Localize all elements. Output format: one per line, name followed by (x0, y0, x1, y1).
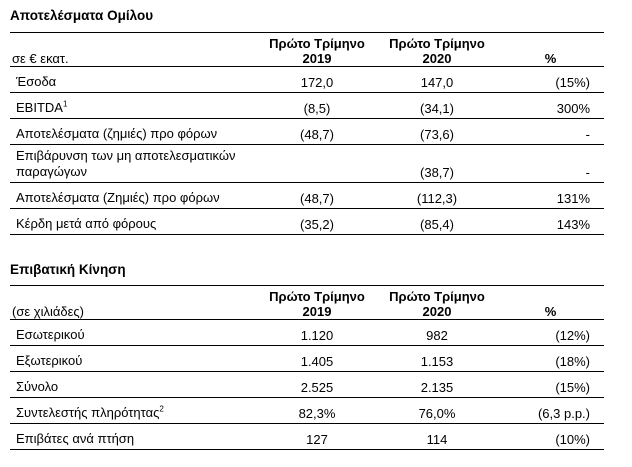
row-label: Αποτελέσματα (Ζημιές) προ φόρων (10, 183, 257, 209)
table-row (10, 372, 604, 398)
value-2019 (257, 145, 377, 183)
value-percent: (15%) (497, 372, 604, 398)
table-row (10, 320, 604, 346)
row-label: Εξωτερικού (10, 346, 257, 372)
value-percent: (10%) (497, 424, 604, 450)
value-percent: 143% (497, 209, 604, 235)
row-label: Επιβάτες ανά πτήση (10, 424, 257, 450)
value-2020: 2.135 (377, 372, 497, 398)
row-label: Εσωτερικού (10, 320, 257, 346)
table-row (10, 346, 604, 372)
value-2020: (112,3) (377, 183, 497, 209)
value-2019: 82,3% (257, 398, 377, 424)
value-2019: 1.405 (257, 346, 377, 372)
value-2020: 76,0% (377, 398, 497, 424)
value-2019: (48,7) (257, 183, 377, 209)
value-2019: 2.525 (257, 372, 377, 398)
value-percent: (15%) (497, 67, 604, 93)
row-label: EBITDA$^1$ (10, 93, 257, 119)
row-label: Επιβάρυνση των μη αποτελεσματικών παραγώγων (10, 145, 257, 183)
value-2020: (85,4) (377, 209, 497, 235)
table-header-row (10, 286, 604, 320)
row-label: Κέρδη μετά από φόρους (10, 209, 257, 235)
table-row (10, 209, 604, 235)
table-row (10, 398, 604, 424)
value-2020: (38,7) (377, 145, 497, 183)
value-percent: (18%) (497, 346, 604, 372)
value-percent: - (497, 119, 604, 145)
value-percent: (6,3 p.p.) (497, 398, 604, 424)
value-percent: (12%) (497, 320, 604, 346)
table-header-row (10, 33, 604, 67)
table-row (10, 183, 604, 209)
value-2020: 982 (377, 320, 497, 346)
value-2020: 114 (377, 424, 497, 450)
row-label: Αποτελέσματα (ζημιές) προ φόρων (10, 119, 257, 145)
value-2019: (35,2) (257, 209, 377, 235)
unit-label: σε € εκατ. (10, 33, 257, 67)
value-2019: 127 (257, 424, 377, 450)
column-header-2020: Πρώτο Τρίμηνο 2020 (377, 33, 497, 67)
value-2019: (8,5) (257, 93, 377, 119)
value-2020: 147,0 (377, 67, 497, 93)
value-percent: 131% (497, 183, 604, 209)
column-header-percent: % (497, 286, 604, 320)
value-percent: - (497, 145, 604, 183)
unit-label: (σε χιλιάδες) (10, 286, 257, 320)
row-label: Συντελεστής πληρότητας$^2$ (10, 398, 257, 424)
value-2020: (73,6) (377, 119, 497, 145)
passenger-traffic-table (10, 285, 604, 450)
column-header-2019: Πρώτο Τρίμηνο 2019 (257, 33, 377, 67)
value-2020: (34,1) (377, 93, 497, 119)
row-label: Σύνολο (10, 372, 257, 398)
value-2019: 172,0 (257, 67, 377, 93)
column-header-2020: Πρώτο Τρίμηνο 2020 (377, 286, 497, 320)
table-row (10, 424, 604, 450)
value-2019: 1.120 (257, 320, 377, 346)
table-row (10, 119, 604, 145)
value-2020: 1.153 (377, 346, 497, 372)
group-results-table (10, 32, 604, 235)
column-header-percent: % (497, 33, 604, 67)
table-row (10, 145, 604, 183)
table-row (10, 93, 604, 119)
value-2019: (48,7) (257, 119, 377, 145)
row-label: Έσοδα (10, 67, 257, 93)
column-header-2019: Πρώτο Τρίμηνο 2019 (257, 286, 377, 320)
table-row (10, 67, 604, 93)
group-results-title: Αποτελέσματα Ομίλου (10, 8, 154, 23)
value-percent: 300% (497, 93, 604, 119)
passenger-traffic-title: Επιβατική Κίνηση (10, 262, 126, 277)
